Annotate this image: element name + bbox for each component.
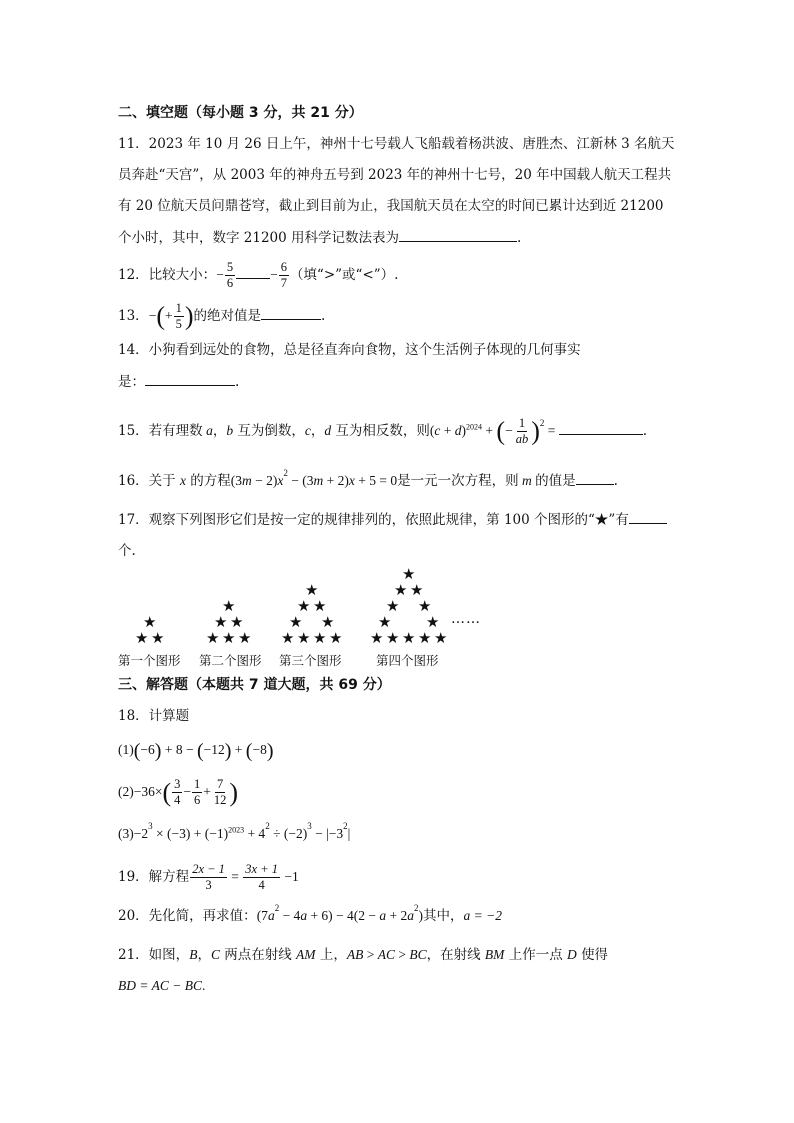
star: ★	[418, 629, 432, 647]
q15: 15．若有理数 a，b 互为倒数，c，d 互为相反数，则$(c + d)^{2024}$ + (− $\frac{1}{ab}$ )$^2$ = .	[118, 416, 648, 446]
star: ★	[410, 581, 424, 599]
star: ★	[378, 613, 392, 631]
star-pattern-figure	[115, 565, 495, 675]
q11-line1: 11．2023 年 10 月 26 日上午，神州十七号载人飞船载着杨洪波、唐胜杰、江新林 3 名航天	[118, 136, 675, 152]
star: ★	[135, 629, 149, 647]
q20: 20．先化简，再求值：$(7a^2 - 4a + 6) - 4(2 - a + 2a^2)$其中，a = −2	[118, 903, 503, 924]
q11-line3: 有 20 位航天员问鼎苍穹，截止到目前为止，我国航天员在太空的时间已累计达到近 21200	[118, 198, 664, 214]
star: ★	[297, 597, 311, 615]
star: ★	[386, 629, 400, 647]
q19: 19．解方程 $\frac{2x - 1}{3}$ = $\frac{3x + 1}{4}$ −1	[118, 862, 299, 892]
section-2-title: 二、填空题（每小题 3 分，共 21 分）	[118, 105, 363, 121]
star: ★	[434, 629, 448, 647]
star: ★	[222, 597, 236, 615]
star: ★	[321, 613, 335, 631]
star: ★	[238, 629, 252, 647]
answer-blank	[576, 470, 614, 485]
q17-line1: 17．观察下列图形它们是按一定的规律排列的，依照此规律，第 100 个图形的“★”有	[118, 509, 667, 530]
star: ★	[281, 629, 295, 647]
section-3-title: 三、解答题（本题共 7 道大题，共 69 分）	[118, 677, 391, 693]
star: ★	[222, 629, 236, 647]
answer-blank	[629, 509, 667, 524]
answer-blank	[261, 305, 321, 320]
ellipsis: ……	[451, 611, 481, 627]
answer-blank	[145, 371, 235, 386]
star: ★	[214, 613, 228, 631]
caption-figure-2: 第二个图形	[199, 653, 262, 668]
q11-line4: 个小时，其中，数字 21200 用科学记数法表为 .	[118, 227, 521, 248]
answer-blank	[559, 420, 643, 435]
star: ★	[402, 629, 416, 647]
answer-blank	[236, 268, 270, 279]
star: ★	[305, 581, 319, 599]
fraction: $\frac{5}{6}$	[226, 260, 234, 290]
q18-part3: $(3)-2^3 \times (-3) + (-1)^{2023} + 4^2 \div (-2)^3 - |-3^2|$	[118, 821, 351, 841]
star: ★	[230, 613, 244, 631]
star: ★	[386, 597, 400, 615]
star: ★	[289, 613, 303, 631]
fraction: $\frac{1}{ab}$	[515, 416, 529, 446]
answer-blank	[399, 227, 517, 242]
q21-line1: 21．如图，B，C 两点在射线 AM 上，AB > AC > BC，在射线 BM 上作一点 D 使得	[118, 947, 609, 963]
star: ★	[143, 613, 157, 631]
q11-line2: 员奔赴“天宫”，从 2003 年的神舟五号到 2023 年的神州十七号，20 年中国载人航天工程共	[118, 167, 672, 183]
q12: 12．比较大小：− $\frac{5}{6}$ − $\frac{6}{7}$ （填“>”或“<”）.	[118, 260, 399, 290]
star: ★	[206, 629, 220, 647]
q11-text: 个小时，其中，数字 21200 用科学记数法表为	[118, 230, 400, 246]
caption-figure-1: 第一个图形	[118, 653, 181, 668]
star: ★	[394, 581, 408, 599]
q14-line2: 是： .	[118, 371, 239, 392]
q13: 13．−(+ $\frac{1}{5}$ )的绝对值是 .	[118, 301, 326, 331]
star: ★	[313, 629, 327, 647]
star: ★	[402, 565, 416, 583]
caption-figure-4: 第四个图形	[376, 653, 439, 668]
q21-line2: BD = AC − BC.	[118, 978, 206, 993]
caption-figure-3: 第三个图形	[279, 653, 342, 668]
star: ★	[426, 613, 440, 631]
fraction: $\frac{6}{7}$	[280, 260, 287, 290]
star: ★	[297, 629, 311, 647]
q14-line1: 14．小狗看到远处的食物，总是径直奔向食物，这个生活例子体现的几何事实	[118, 342, 581, 358]
fraction: $\frac{1}{5}$	[175, 301, 182, 331]
star: ★	[329, 629, 343, 647]
q18-part1: (1)(−6) + 8 − (−12) + (−8)	[118, 740, 274, 762]
star: ★	[313, 597, 327, 615]
q18-title: 18．计算题	[118, 708, 190, 724]
star: ★	[370, 629, 384, 647]
q18-part2: (2)−36×( $\frac{3}{4}$ − $\frac{1}{6}$ + $\frac{7}{12}$ )	[118, 777, 239, 808]
star: ★	[151, 629, 165, 647]
q17-line2: 个.	[118, 543, 136, 559]
star: ★	[418, 597, 432, 615]
q16: 16．关于 x 的方程$(3m - 2)x^2 - (3m + 2)x + 5 = 0$是一元一次方程，则 m 的值是 .	[118, 468, 618, 489]
